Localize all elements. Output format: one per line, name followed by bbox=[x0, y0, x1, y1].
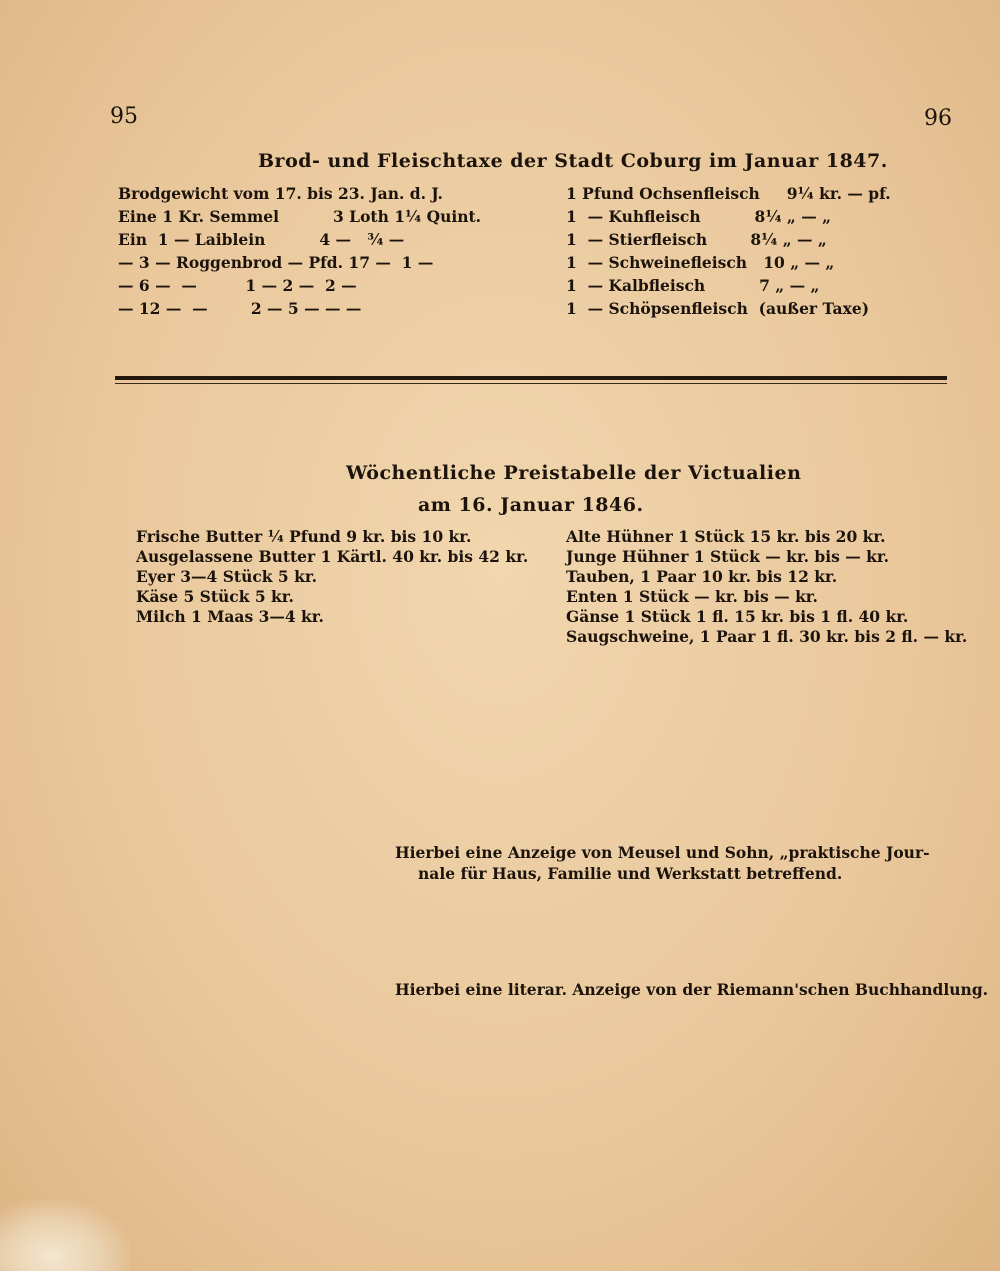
bread-row: — 3 — Roggenbrod — Pfd. 17 — 1 — bbox=[118, 253, 434, 272]
price-row: Saugschweine, 1 Paar 1 fl. 30 kr. bis 2 fl. — kr. bbox=[566, 627, 968, 646]
notice-meusel-line2: nale für Haus, Familie und Werkstatt betreffend. bbox=[418, 864, 843, 883]
divider-thick bbox=[115, 376, 947, 380]
price-row: Eyer 3—4 Stück 5 kr. bbox=[136, 567, 317, 586]
meat-table bbox=[566, 182, 891, 320]
price-row: Tauben, 1 Paar 10 kr. bis 12 kr. bbox=[566, 567, 838, 586]
bread-row: Eine 1 Kr. Semmel 3 Loth 1¼ Quint. bbox=[118, 207, 482, 226]
bread-row: Brodgewicht vom 17. bis 23. Jan. d. J. bbox=[118, 184, 443, 203]
bread-table bbox=[118, 182, 481, 320]
bread-row: Ein 1 — Laiblein 4 — ¾ — bbox=[118, 230, 405, 249]
price-row: Frische Butter ¼ Pfund 9 kr. bis 10 kr. bbox=[136, 527, 472, 546]
bread-row: — 6 — — 1 — 2 — 2 — bbox=[118, 276, 357, 295]
paper-smudge bbox=[0, 1200, 130, 1271]
price-list-left bbox=[136, 527, 528, 627]
price-row: Milch 1 Maas 3—4 kr. bbox=[136, 607, 324, 626]
price-row: Gänse 1 Stück 1 fl. 15 kr. bis 1 fl. 40 kr. bbox=[566, 607, 909, 626]
price-row: Junge Hühner 1 Stück — kr. bis — kr. bbox=[566, 547, 890, 566]
price-title: Wöchentliche Preistabelle der Victualien bbox=[346, 462, 802, 484]
price-row: Alte Hühner 1 Stück 15 kr. bis 20 kr. bbox=[566, 527, 886, 546]
meat-row: 1 — Schöpsenfleisch (außer Taxe) bbox=[566, 299, 870, 318]
divider-thin bbox=[115, 383, 947, 384]
price-list-right bbox=[566, 527, 967, 647]
meat-row: 1 Pfund Ochsenfleisch 9¼ kr. — pf. bbox=[566, 184, 891, 203]
tax-title: Brod- und Fleischtaxe der Stadt Coburg im Januar 1847. bbox=[258, 150, 888, 172]
page-number-left: 95 bbox=[110, 104, 138, 129]
notice-meusel-line1: Hierbei eine Anzeige von Meusel und Sohn, „praktische Jour- bbox=[395, 843, 930, 862]
price-row: Käse 5 Stück 5 kr. bbox=[136, 587, 294, 606]
meat-row: 1 — Kalbfleisch 7 „ — „ bbox=[566, 276, 820, 295]
meat-row: 1 — Stierfleisch 8¼ „ — „ bbox=[566, 230, 827, 249]
meat-row: 1 — Schweinefleisch 10 „ — „ bbox=[566, 253, 835, 272]
bread-row: — 12 — — 2 — 5 — — — bbox=[118, 299, 362, 318]
price-subtitle: am 16. Januar 1846. bbox=[418, 494, 644, 516]
price-row: Enten 1 Stück — kr. bis — kr. bbox=[566, 587, 818, 606]
page-number-right: 96 bbox=[924, 106, 952, 131]
meat-row: 1 — Kuhfleisch 8¼ „ — „ bbox=[566, 207, 832, 226]
price-row: Ausgelassene Butter 1 Kärtl. 40 kr. bis 42 kr. bbox=[136, 547, 529, 566]
notice-riemann: Hierbei eine literar. Anzeige von der Riemann'schen Buchhandlung. bbox=[395, 980, 989, 999]
